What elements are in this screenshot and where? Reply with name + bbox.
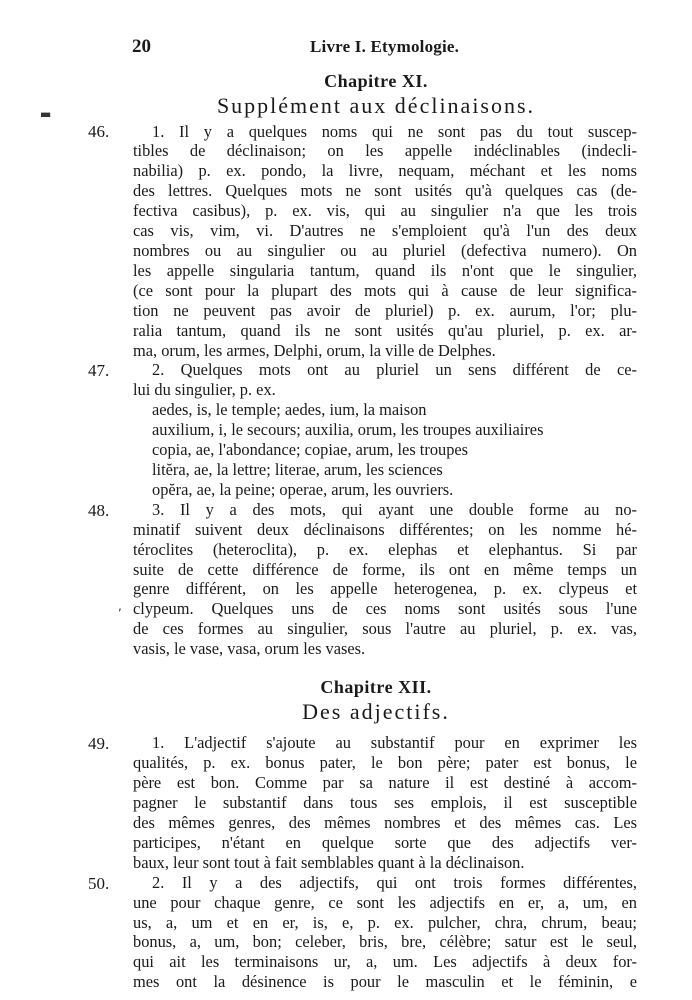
text-line: suite de cette différence de forme, ils ont en même temps un (133, 560, 637, 579)
chapter-label: Chapitre XI. (324, 71, 428, 91)
text-line: qui ait les terminaisons ur, a, um. Les adjectifs à deux for- (133, 952, 637, 971)
example-line: auxilium, i, le secours; auxilia, orum, les troupes auxiliaires (152, 420, 544, 439)
text-line: clypeum. Quelques uns de ces noms sont usités sous l'une (133, 599, 637, 618)
text-line: ralia tantum, quand ils ne sont usités qu'au pluriel, p. ex. ar- (133, 321, 637, 340)
running-head (132, 36, 592, 58)
text-line: 1. Il y a quelques noms qui ne sont pas du tout suscep- (152, 122, 637, 141)
text-line: lui du singulier, p. ex. (133, 380, 276, 399)
paragraph-number: 48. (88, 501, 110, 520)
paragraph-number: 50. (88, 874, 110, 893)
margin-mark: ▬ (40, 107, 52, 121)
paragraph-number: 47. (88, 361, 110, 380)
text-line: des mêmes genres, des mêmes nombres et des mêmes cas. Les (133, 813, 637, 832)
text-line: nabilia) p. ex. pondo, la livre, nequam, méchant et les noms (133, 161, 637, 180)
chapter-title: Des adjectifs. (302, 699, 450, 724)
paragraph-number: 46. (88, 122, 110, 141)
text-line: une pour chaque genre, ce sont les adjectifs en er, a, um, en (133, 893, 637, 912)
text-line: genre différent, on les appelle heterogenea, p. ex. clypeus et (133, 579, 637, 598)
text-line: us, a, um et en er, is, e, p. ex. pulcher, chra, chrum, beau; (133, 913, 637, 932)
running-title: Livre I. Etymologie. (310, 37, 460, 56)
text-line: minatif suivent deux déclinaisons différentes; on les nomme hé- (133, 520, 637, 539)
text-line: 3. Il y a des mots, qui ayant une double forme au no- (152, 500, 637, 519)
text-line: baux, leur sont tout à fait semblables quant à la déclinaison. (133, 853, 525, 872)
text-line: participes, n'étant en quelque sorte que des adjectifs ver- (133, 833, 637, 852)
text-line: pagner le substantif dans tous ses emplois, il est susceptible (133, 793, 637, 812)
text-line: des lettres. Quelques mots ne sont usités qu'à quelques cas (de- (133, 181, 637, 200)
text-line: téroclites (heteroclita), p. ex. elephas et elephantus. Si par (133, 540, 637, 559)
text-line: tibles de déclinaison; on les appelle indéclinables (indecli- (133, 141, 637, 160)
chapter-title: Supplément aux déclinaisons. (216, 93, 536, 118)
text-line: ma, orum, les armes, Delphi, orum, la ville de Delphes. (133, 341, 496, 360)
paragraph-number: 49. (88, 734, 110, 753)
text-line: (ce sont pour la plupart des mots qui à cause de leur significa- (133, 281, 637, 300)
text-line: de ces formes au singulier, sous l'autre au pluriel, p. ex. vas, (133, 619, 637, 638)
text-line: cas vis, vim, vi. D'autres ne s'emploient qu'à l'un des deux (133, 221, 637, 240)
example-line: opĕra, ae, la peine; operae, arum, les ouvriers. (152, 480, 454, 499)
text-line: 2. Quelques mots ont au pluriel un sens différent de ce- (152, 360, 637, 379)
text-line: nombres ou au singulier ou au pluriel (defectiva numero). On (133, 241, 637, 260)
text-line: 2. Il y a des adjectifs, qui ont trois formes différentes, (152, 873, 637, 892)
chapter-label: Chapitre XII. (320, 677, 432, 697)
page-number: 20 (132, 36, 151, 57)
text-line: père est bon. Comme par sa nature il est destiné à accom- (133, 773, 637, 792)
example-line: aedes, is, le temple; aedes, ium, la maison (152, 400, 427, 419)
example-line: litĕra, ae, la lettre; literae, arum, les sciences (152, 460, 443, 479)
example-line: copia, ae, l'abondance; copiae, arum, les troupes (152, 440, 469, 459)
text-line: 1. L'adjectif s'ajoute au substantif pour en exprimer les (152, 733, 637, 752)
text-line: les appelle singularia tantum, quand ils n'ont que le singulier, (133, 261, 637, 280)
text-line: fectiva casibus), p. ex. vis, qui au singulier n'a que les trois (133, 201, 637, 220)
text-line: vasis, le vase, vasa, orum les vases. (133, 639, 366, 658)
margin-mark: , (118, 599, 122, 613)
text-line: mes ont la désinence is pour le masculin et le féminin, e (133, 972, 637, 991)
text-line: qualités, p. ex. bonus pater, le bon père; pater est bonus, le (133, 753, 637, 772)
text-line: bonus, a, um, bon; celeber, bris, bre, célèbre; satur est le seul, (133, 932, 637, 951)
text-line: tion ne peuvent pas avoir de pluriel) p. ex. aurum, l'or; plu- (133, 301, 637, 320)
